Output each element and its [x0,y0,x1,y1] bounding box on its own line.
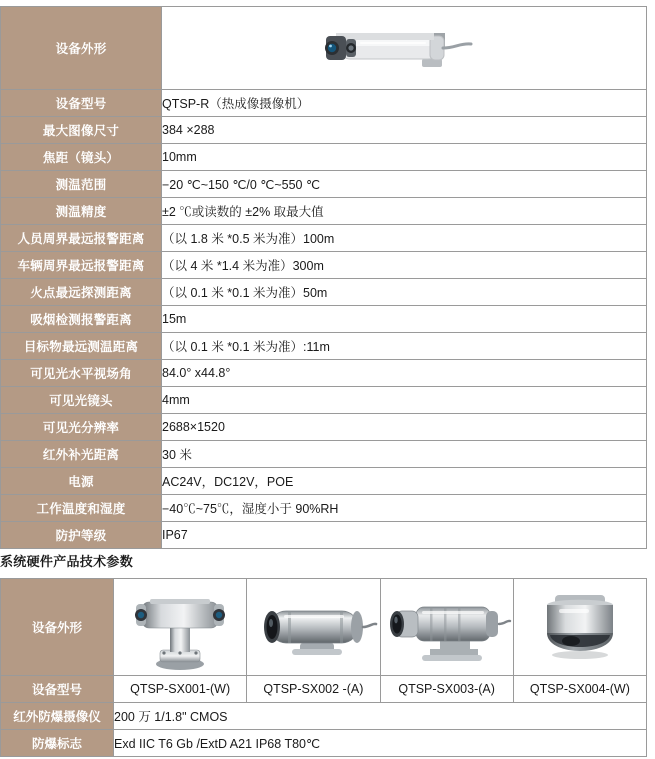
row-value-ir-illumination-distance: 30 米 [162,441,647,468]
table-row-ex-mark [1,730,647,757]
box-explosion-proof-camera-icon [381,579,513,675]
row-label-person-perimeter-alarm-distance: 人员周界最远报警距离 [1,225,162,252]
table-row [1,495,647,522]
row-label-vehicle-perimeter-alarm-distance: 车辆周界最远报警距离 [1,252,162,279]
row-value-power: AC24V，DC12V，POE [162,468,647,495]
section-heading: 系统硬件产品技术参数 [0,554,134,569]
row-label-camera: 红外防爆摄像仪 [1,703,114,730]
hardware-spec-table [0,578,647,757]
bullet-thermal-camera-icon [162,7,646,89]
table-row [1,90,647,117]
device-shape-image-cell-1 [114,579,247,676]
table-row [1,252,647,279]
row-value-fire-detection-distance: （以 0.1 米 *0.1 米为准）50m [162,279,647,306]
model-cell-3: QTSP-SX003-(A) [380,676,513,703]
table-row [1,333,647,360]
row-value-temp-range: −20 ℃~150 ℃/0 ℃~550 ℃ [162,171,647,198]
table-row [1,198,647,225]
model-cell-1: QTSP-SX001-(W) [114,676,247,703]
row-value-ip-rating: IP67 [162,522,647,549]
table-row [1,522,647,549]
row-label-operating-temp-humidity: 工作温度和湿度 [1,495,162,522]
row-label-visible-resolution: 可见光分辨率 [1,414,162,441]
row-label-ir-illumination-distance: 红外补光距离 [1,441,162,468]
row-value-temp-accuracy: ±2 ℃或读数的 ±2% 取最大值 [162,198,647,225]
table-row [1,387,647,414]
row-value-vehicle-perimeter-alarm-distance: （以 4 米 *1.4 米为准）300m [162,252,647,279]
row-label-ex-mark: 防爆标志 [1,730,114,757]
row-label-ip-rating: 防护等级 [1,522,162,549]
device-shape-image-cell-3 [380,579,513,676]
row-value-visible-resolution: 2688×1520 [162,414,647,441]
row-label-temp-accuracy: 测温精度 [1,198,162,225]
cylindrical-explosion-proof-camera-icon [247,579,379,675]
row-value-focal-length: 10mm [162,144,647,171]
table-row-shape [1,579,647,676]
row-label-model: 设备型号 [1,676,114,703]
row-label-visible-lens: 可见光镜头 [1,387,162,414]
row-value-model: QTSP-R（热成像摄像机） [162,90,647,117]
row-value-visible-fov: 84.0° x44.8° [162,360,647,387]
row-label-visible-fov: 可见光水平视场角 [1,360,162,387]
row-label-smoking-detection-distance: 吸烟检测报警距离 [1,306,162,333]
model-cell-2: QTSP-SX002 -(A) [247,676,380,703]
row-label-shape: 设备外形 [1,7,162,90]
row-value-person-perimeter-alarm-distance: （以 1.8 米 *0.5 米为准）100m [162,225,647,252]
model-cell-4: QTSP-SX004-(W) [513,676,646,703]
row-value-smoking-detection-distance: 15m [162,306,647,333]
table-row-model [1,676,647,703]
row-label-fire-detection-distance: 火点最远探测距离 [1,279,162,306]
row-label-focal-length: 焦距（镜头） [1,144,162,171]
thermal-camera-spec-table [0,6,647,549]
table-row [1,441,647,468]
table-row [1,468,647,495]
table-row [1,414,647,441]
dome-explosion-proof-camera-icon [514,579,646,675]
row-label-power: 电源 [1,468,162,495]
row-label-target-temp-distance: 目标物最远测温距离 [1,333,162,360]
row-label-model: 设备型号 [1,90,162,117]
row-label-max-image-size: 最大图像尺寸 [1,117,162,144]
table-row [1,144,647,171]
table-row [1,360,647,387]
row-value-operating-temp-humidity: −40℃~75℃，湿度小于 90%RH [162,495,647,522]
row-value-camera: 200 万 1/1.8" CMOS [114,703,647,730]
table-row-shape [1,7,647,90]
table-row [1,117,647,144]
row-value-ex-mark: Exd IIC T6 Gb /ExtD A21 IP68 T80℃ [114,730,647,757]
device-shape-image-cell [162,7,647,90]
table-row [1,225,647,252]
ptz-explosion-proof-camera-icon [114,579,246,675]
row-value-max-image-size: 384 ×288 [162,117,647,144]
table-row [1,306,647,333]
table-row [1,279,647,306]
device-shape-image-cell-4 [513,579,646,676]
row-value-visible-lens: 4mm [162,387,647,414]
row-value-target-temp-distance: （以 0.1 米 *0.1 米为准）:11m [162,333,647,360]
table-row [1,171,647,198]
table-row-camera [1,703,647,730]
row-label-shape: 设备外形 [1,579,114,676]
device-shape-image-cell-2 [247,579,380,676]
row-label-temp-range: 测温范围 [1,171,162,198]
